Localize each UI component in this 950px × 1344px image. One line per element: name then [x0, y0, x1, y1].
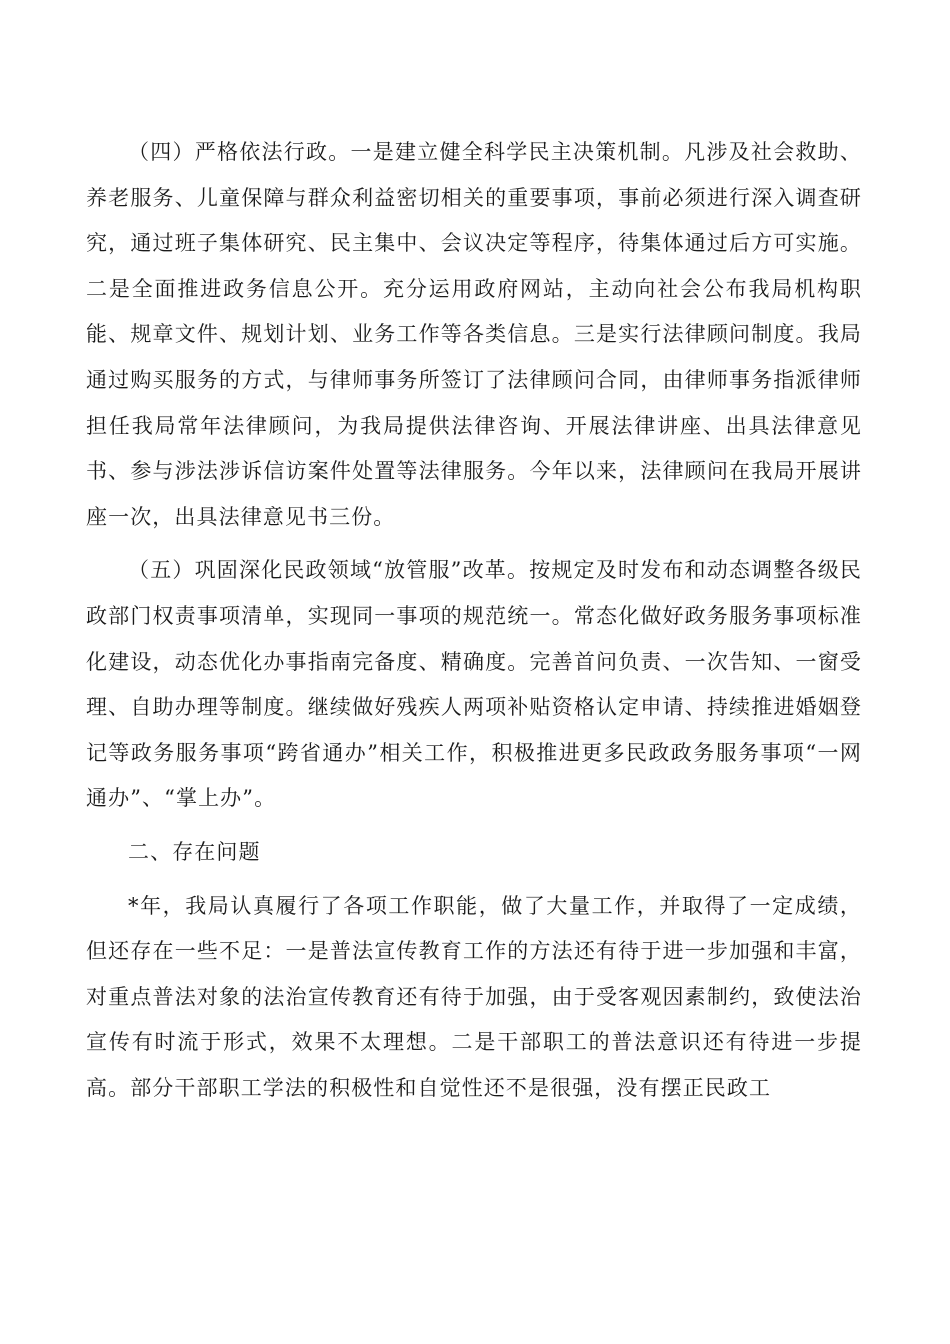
paragraph-five-reform: （五）巩固深化民政领域“放管服”改革。按规定及时发布和动态调整各级民政部门权责事项清单，实现同一事项的规范统一。常态化做好政务服务事项标准化建设，动态优化办事指南完备度、精确度。完善首问负责、一次告知、一窗受理、自助办理等制度。继续做好残疾人两项补贴资格认定申请、持续推进婚姻登记等政务服务事项“跨省通办”相关工作，积极推进更多民政政务服务事项“一网通办”、“掌上办”。: [86, 558, 862, 811]
paragraph-problems-summary: *年，我局认真履行了各项工作职能，做了大量工作，并取得了一定成绩，但还存在一些不足：一是普法宣传教育工作的方法还有待于进一步加强和丰富，对重点普法对象的法治宣传教育还有待于加强，由于受客观因素制约，致使法治宣传有时流于形式，效果不太理想。二是干部职工的普法意识还有待进一步提高。部分干部职工学法的积极性和自觉性还不是很强，没有摆正民政工: [86, 893, 862, 1100]
paragraph-four-strict-law-administration: （四）严格依法行政。一是建立健全科学民主决策机制。凡涉及社会救助、养老服务、儿童保障与群众利益密切相关的重要事项，事前必须进行深入调查研究，通过班子集体研究、民主集中、会议决定等程序，待集体通过后方可实施。二是全面推进政务信息公开。充分运用政府网站，主动向社会公布我局机构职能、规章文件、规划计划、业务工作等各类信息。三是实行法律顾问制度。我局通过购买服务的方式，与律师事务所签订了法律顾问合同，由律师事务指派律师担任我局常年法律顾问，为我局提供法律咨询、开展法律讲座、出具法律意见书、参与涉法涉诉信访案件处置等法律服务。今年以来，法律顾问在我局开展讲座一次，出具法律意见书三份。: [86, 140, 862, 529]
document-body: [86, 130, 862, 1119]
section-heading-problems: 二、存在问题: [128, 839, 261, 864]
